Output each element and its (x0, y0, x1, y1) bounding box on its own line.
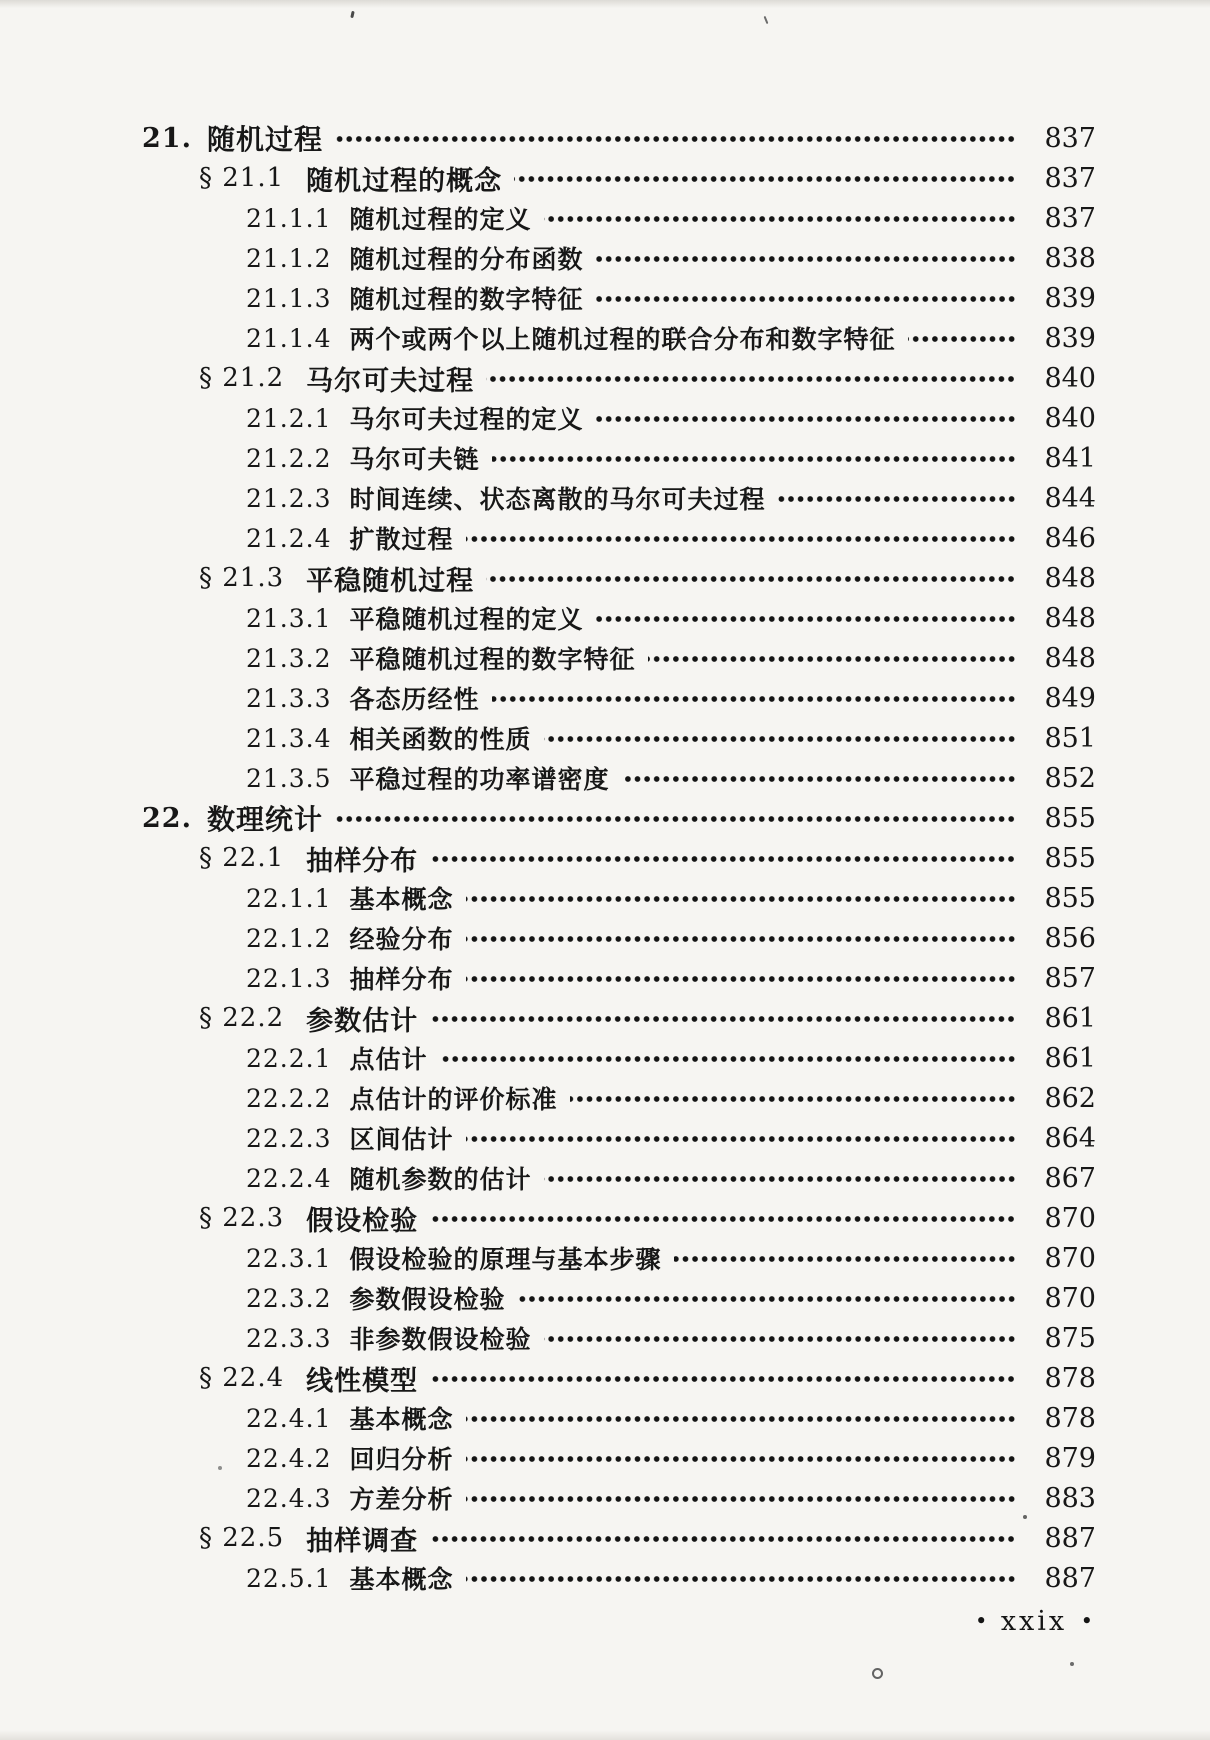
toc-entry (0, 558, 1210, 598)
toc-entry (0, 878, 1210, 918)
toc-entry-number: 21.3.4 (246, 723, 332, 753)
scan-speck (872, 1668, 883, 1679)
toc-entry (0, 1358, 1210, 1398)
dot-leader (514, 175, 1016, 183)
toc-entry-number: 22.2.2 (246, 1083, 332, 1113)
toc-entry-title: 点估计的评价标准 (349, 1085, 558, 1114)
toc-entry-title: 抽样分布 (306, 845, 419, 877)
toc-entry-title: 扩散过程 (349, 525, 454, 554)
dot-leader (466, 1135, 1016, 1143)
toc-entry-title: 线性模型 (306, 1365, 419, 1397)
toc-entry-title: 抽样分布 (349, 965, 454, 994)
toc-entry-title: 经验分布 (349, 925, 454, 954)
toc-entry (0, 1118, 1210, 1158)
toc-entry-number: 22.2.3 (246, 1123, 332, 1153)
toc-entry-title: 假设检验 (306, 1205, 419, 1237)
toc-entry-title: 随机参数的估计 (349, 1165, 532, 1194)
toc-entry-number: 21. (142, 122, 192, 154)
dot-leader (430, 1375, 1016, 1383)
dot-leader (492, 695, 1016, 703)
toc-entry-title: 相关函数的性质 (349, 725, 532, 754)
toc-entry-number: § 22.1 (199, 843, 285, 873)
toc-entry-number: 22.4.1 (246, 1403, 332, 1433)
dot-leader (466, 1495, 1016, 1503)
dot-leader (486, 575, 1016, 583)
toc-entry-page: 838 (1044, 242, 1096, 274)
dot-leader (544, 215, 1016, 223)
toc-entry-title: 两个或两个以上随机过程的联合分布和数字特征 (349, 325, 896, 354)
page-number-footer (975, 1603, 1093, 1639)
toc-entry-title: 基本概念 (349, 1565, 454, 1594)
toc-entry-title: 参数假设检验 (349, 1285, 506, 1314)
toc-entry-title: 基本概念 (349, 1405, 454, 1434)
toc-entry-page: 839 (1044, 322, 1096, 354)
dot-leader (570, 1095, 1016, 1103)
dot-leader (622, 775, 1016, 783)
toc-entry-page: 852 (1044, 762, 1096, 794)
dot-leader (492, 455, 1016, 463)
dot-leader (596, 255, 1016, 263)
toc-entry-page: 837 (1044, 162, 1096, 194)
dot-leader (335, 135, 1016, 143)
toc-entry-page: 857 (1044, 962, 1096, 994)
toc-entry-page: 870 (1044, 1242, 1096, 1274)
toc-entry (0, 518, 1210, 558)
toc-entry-page: 849 (1044, 682, 1096, 714)
toc-entry-number: 22.1.2 (246, 923, 332, 953)
toc-entry (0, 798, 1210, 838)
footer-left-bullet: • (975, 1608, 988, 1633)
toc-entry-page: 887 (1044, 1522, 1096, 1554)
toc-entry-number: 21.1.4 (246, 323, 332, 353)
scan-speck (1023, 1515, 1027, 1519)
toc-entry-page: 861 (1044, 1002, 1096, 1034)
toc-entry (0, 1198, 1210, 1238)
toc-entry-page: 848 (1044, 642, 1096, 674)
toc-entry-page: 848 (1044, 562, 1096, 594)
toc-entry (0, 1158, 1210, 1198)
toc-entry-number: 21.3.3 (246, 683, 332, 713)
dot-leader (466, 975, 1016, 983)
toc-entry-title: 平稳随机过程的数字特征 (349, 645, 636, 674)
toc-entry (0, 918, 1210, 958)
toc-entry-number: § 21.2 (199, 363, 285, 393)
toc-entry-number: 21.3.5 (246, 763, 332, 793)
toc-entry-number: 21.1.1 (246, 203, 332, 233)
toc-entry (0, 1398, 1210, 1438)
toc-entry-number: 21.2.4 (246, 523, 332, 553)
dot-leader (466, 1455, 1016, 1463)
toc-entry-page: 855 (1044, 802, 1096, 834)
toc-entry-number: 22. (142, 802, 192, 834)
dot-leader (674, 1255, 1016, 1263)
toc-entry (0, 478, 1210, 518)
footer-page-label: xxix (1000, 1605, 1068, 1637)
toc-entry (0, 438, 1210, 478)
toc-entry (0, 118, 1210, 158)
toc-entry-page: 840 (1044, 362, 1096, 394)
toc-entry-number: 22.1.1 (246, 883, 332, 913)
toc-entry (0, 318, 1210, 358)
toc-entry (0, 998, 1210, 1038)
toc-entry (0, 398, 1210, 438)
toc-entry-title: 马尔可夫过程的定义 (349, 405, 584, 434)
toc-entry-title: 方差分析 (349, 1485, 454, 1514)
toc-entry-title: 随机过程的概念 (306, 165, 503, 197)
dot-leader (544, 735, 1016, 743)
toc-entry (0, 238, 1210, 278)
toc-entry-page: 840 (1044, 402, 1096, 434)
toc-entry-title: 抽样调查 (306, 1525, 419, 1557)
toc-entry-number: 21.1.3 (246, 283, 332, 313)
dot-leader (430, 855, 1016, 863)
scan-speck (218, 1466, 222, 1470)
toc-entry-title: 非参数假设检验 (349, 1325, 532, 1354)
toc-entry (0, 1278, 1210, 1318)
toc-entry-number: 21.3.1 (246, 603, 332, 633)
dot-leader (596, 295, 1016, 303)
toc-entry-page: 844 (1044, 482, 1096, 514)
toc-entry-title: 时间连续、状态离散的马尔可夫过程 (349, 485, 766, 514)
toc-entry-number: § 22.3 (199, 1203, 285, 1233)
toc-entry (0, 278, 1210, 318)
dot-leader (544, 1175, 1016, 1183)
toc-entry-number: 21.2.3 (246, 483, 332, 513)
toc-entry (0, 958, 1210, 998)
toc-entry-page: 855 (1044, 882, 1096, 914)
dot-leader (466, 1415, 1016, 1423)
toc-entry-number: 22.3.3 (246, 1323, 332, 1353)
dot-leader (430, 1215, 1016, 1223)
toc-entry-number: 22.2.4 (246, 1163, 332, 1193)
dot-leader (466, 535, 1016, 543)
toc-entry-page: 875 (1044, 1322, 1096, 1354)
toc-entry-page: 864 (1044, 1122, 1096, 1154)
toc-entry (0, 1558, 1210, 1598)
dot-leader (335, 815, 1016, 823)
toc-entry (0, 1318, 1210, 1358)
toc-entry-number: § 21.3 (199, 563, 285, 593)
toc-entry-title: 随机过程的分布函数 (349, 245, 584, 274)
toc-entry (0, 1438, 1210, 1478)
toc-entry-title: 随机过程的数字特征 (349, 285, 584, 314)
toc-entry (0, 718, 1210, 758)
dot-leader (486, 375, 1016, 383)
toc-entry-page: 839 (1044, 282, 1096, 314)
toc-entry-page: 848 (1044, 602, 1096, 634)
toc-entry-title: 基本概念 (349, 885, 454, 914)
toc-entry-number: 22.3.2 (246, 1283, 332, 1313)
toc-entry-number: § 22.5 (199, 1523, 285, 1553)
toc-entry-page: 862 (1044, 1082, 1096, 1114)
toc-entry-page: 878 (1044, 1402, 1096, 1434)
toc-entry-title: 点估计 (349, 1045, 428, 1074)
toc-entry (0, 1478, 1210, 1518)
toc-entry-page: 878 (1044, 1362, 1096, 1394)
toc-entry-page: 856 (1044, 922, 1096, 954)
toc-entry-page: 846 (1044, 522, 1096, 554)
toc-entry-page: 870 (1044, 1202, 1096, 1234)
toc-entry-title: 各态历经性 (349, 685, 480, 714)
toc-entry-number: § 22.2 (199, 1003, 285, 1033)
toc-entry-title: 平稳过程的功率谱密度 (349, 765, 610, 794)
scan-speck (764, 16, 769, 24)
toc-entry (0, 1078, 1210, 1118)
toc-entry-page: 855 (1044, 842, 1096, 874)
dot-leader (596, 415, 1016, 423)
toc-entry-title: 马尔可夫链 (349, 445, 480, 474)
toc-entry-title: 参数估计 (306, 1005, 419, 1037)
toc-entry-number: § 22.4 (199, 1363, 285, 1393)
toc-entry (0, 758, 1210, 798)
toc-entry-page: 883 (1044, 1482, 1096, 1514)
toc-entry-number: 22.1.3 (246, 963, 332, 993)
toc-entry (0, 638, 1210, 678)
toc-entry-page: 837 (1044, 202, 1096, 234)
toc-entry-page: 870 (1044, 1282, 1096, 1314)
footer-right-bullet: • (1080, 1608, 1093, 1633)
toc-entry (0, 198, 1210, 238)
toc-entry-page: 837 (1044, 122, 1096, 154)
toc-entry-number: 22.4.2 (246, 1443, 332, 1473)
toc-entry (0, 1518, 1210, 1558)
scan-speck (350, 11, 354, 18)
toc-entry-title: 随机过程的定义 (349, 205, 532, 234)
toc-entry (0, 158, 1210, 198)
dot-leader (440, 1055, 1016, 1063)
toc-entry-page: 879 (1044, 1442, 1096, 1474)
dot-leader (466, 895, 1016, 903)
dot-leader (778, 495, 1016, 503)
dot-leader (430, 1015, 1016, 1023)
toc-entry-title: 区间估计 (349, 1125, 454, 1154)
toc-entry-page: 861 (1044, 1042, 1096, 1074)
toc-entry-number: 22.5.1 (246, 1563, 332, 1593)
toc-entry (0, 838, 1210, 878)
dot-leader (466, 1575, 1016, 1583)
dot-leader (648, 655, 1016, 663)
toc-entry (0, 1238, 1210, 1278)
dot-leader (466, 935, 1016, 943)
dot-leader (430, 1535, 1016, 1543)
toc-entry-number: § 21.1 (199, 163, 285, 193)
toc-entry-title: 数理统计 (206, 803, 323, 836)
toc-entry-number: 22.2.1 (246, 1043, 332, 1073)
toc-entry-number: 21.2.2 (246, 443, 332, 473)
toc-entry-title: 平稳随机过程的定义 (349, 605, 584, 634)
toc-entry-number: 21.1.2 (246, 243, 332, 273)
toc-entry-title: 平稳随机过程 (306, 565, 475, 597)
toc-entry (0, 598, 1210, 638)
toc-entry-page: 867 (1044, 1162, 1096, 1194)
dot-leader (544, 1335, 1016, 1343)
toc-entry (0, 678, 1210, 718)
toc-entry-title: 马尔可夫过程 (306, 365, 475, 397)
toc-entry-number: 22.4.3 (246, 1483, 332, 1513)
toc-entry-title: 回归分析 (349, 1445, 454, 1474)
toc-entry-page: 841 (1044, 442, 1096, 474)
toc-entry (0, 1038, 1210, 1078)
toc-entry-title: 假设检验的原理与基本步骤 (349, 1245, 662, 1274)
dot-leader (518, 1295, 1016, 1303)
dot-leader (596, 615, 1016, 623)
toc-entry-number: 22.3.1 (246, 1243, 332, 1273)
toc-entry-number: 21.2.1 (246, 403, 332, 433)
toc-list (0, 118, 1210, 1598)
toc-entry-page: 851 (1044, 722, 1096, 754)
dot-leader (908, 335, 1016, 343)
toc-entry-number: 21.3.2 (246, 643, 332, 673)
toc-entry-title: 随机过程 (206, 123, 323, 156)
toc-entry (0, 358, 1210, 398)
toc-entry-page: 887 (1044, 1562, 1096, 1594)
scan-speck (1070, 1662, 1074, 1666)
